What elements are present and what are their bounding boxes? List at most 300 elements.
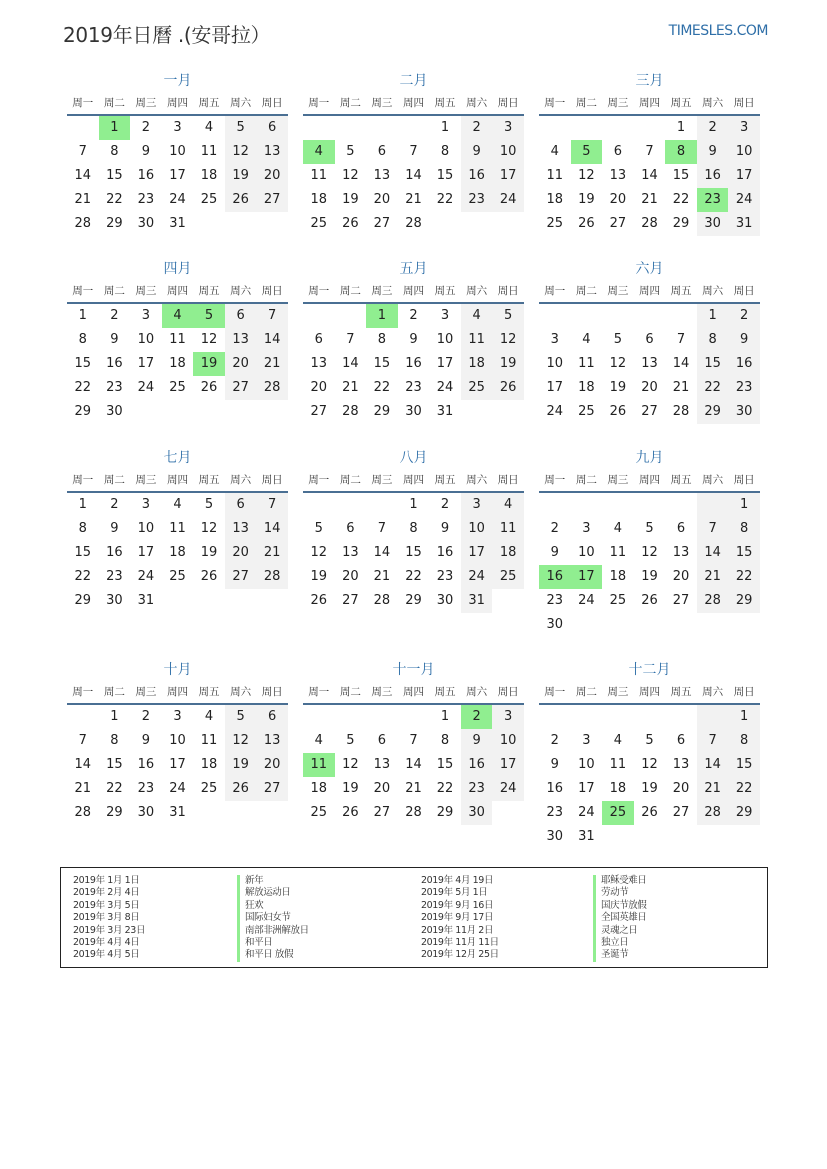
day-cell: 2 xyxy=(409,308,418,323)
weekday-label: 周日 xyxy=(733,474,755,486)
weekday-label: 周三 xyxy=(607,686,629,698)
day-cell: 30 xyxy=(106,404,123,419)
day-cell: 22 xyxy=(74,380,92,395)
day-cell: 18 xyxy=(609,569,627,584)
empty-cell xyxy=(634,613,666,637)
day-cell: 20 xyxy=(256,164,288,188)
weekday-label: 周三 xyxy=(607,474,629,486)
day-cell: 19 xyxy=(492,352,524,376)
day-cell: 12 xyxy=(342,757,359,772)
day-cell: 30 xyxy=(461,801,493,825)
day-cell: 9 xyxy=(440,521,450,536)
month-block xyxy=(539,659,760,849)
empty-cell xyxy=(193,212,225,236)
day-cell: 24 xyxy=(578,593,595,608)
day-cell: 3 xyxy=(141,497,151,512)
holiday-date: 2019年 5月 1日 xyxy=(421,887,488,899)
day-cell: 14 xyxy=(256,328,288,352)
weekday-label: 周五 xyxy=(198,97,220,109)
holiday-name: 国际妇女节 xyxy=(237,912,309,924)
empty-cell xyxy=(225,400,257,424)
empty-cell xyxy=(303,116,335,140)
holiday-day-cell: 4 xyxy=(162,304,194,328)
day-cell: 24 xyxy=(169,781,186,796)
weekday-label: 周日 xyxy=(261,474,283,486)
day-grid xyxy=(303,116,524,236)
weekday-label: 周一 xyxy=(308,474,330,486)
weekday-label: 周五 xyxy=(198,686,220,698)
day-cell: 6 xyxy=(613,144,623,159)
empty-cell xyxy=(67,705,99,729)
day-cell: 30 xyxy=(697,212,729,236)
weekday-label: 周六 xyxy=(230,686,252,698)
empty-cell xyxy=(571,116,603,140)
empty-cell xyxy=(492,801,524,825)
weekday-label: 周一 xyxy=(72,97,94,109)
day-cell: 11 xyxy=(546,168,564,183)
day-cell: 1 xyxy=(78,308,87,323)
day-cell: 28 xyxy=(641,216,658,231)
day-cell: 7 xyxy=(409,144,418,159)
weekday-label: 周五 xyxy=(670,97,692,109)
day-cell: 13 xyxy=(225,517,257,541)
day-cell: 10 xyxy=(436,332,454,347)
day-cell: 26 xyxy=(492,376,524,400)
day-cell: 24 xyxy=(137,380,155,395)
weekday-label: 周二 xyxy=(339,686,361,698)
day-cell: 16 xyxy=(137,168,155,183)
day-cell: 22 xyxy=(436,781,454,796)
day-cell: 14 xyxy=(373,545,391,560)
empty-cell xyxy=(571,493,603,517)
empty-cell xyxy=(256,400,288,424)
day-cell: 28 xyxy=(74,805,92,820)
day-cell: 28 xyxy=(697,801,729,825)
day-cell: 15 xyxy=(74,545,92,560)
weekday-label: 周四 xyxy=(402,97,424,109)
day-grid xyxy=(67,116,288,236)
weekday-label: 周一 xyxy=(72,686,94,698)
day-cell: 26 xyxy=(609,404,627,419)
weekday-label: 周五 xyxy=(434,97,456,109)
day-cell: 20 xyxy=(672,569,690,584)
empty-cell xyxy=(256,801,288,825)
day-cell: 7 xyxy=(697,729,729,753)
weekday-label: 周六 xyxy=(466,285,488,297)
day-cell: 18 xyxy=(609,781,627,796)
day-cell: 1 xyxy=(697,304,729,328)
empty-cell xyxy=(193,801,225,825)
month-block xyxy=(67,258,288,424)
site-brand[interactable]: TIMESLES.COM xyxy=(668,23,768,39)
day-cell: 29 xyxy=(405,593,422,608)
day-cell: 21 xyxy=(641,192,658,207)
day-cell: 9 xyxy=(461,140,493,164)
month-name: 十二月 xyxy=(628,662,671,678)
weekday-label: 周四 xyxy=(402,686,424,698)
day-cell: 2 xyxy=(141,120,151,135)
day-cell: 15 xyxy=(106,168,123,183)
day-cell: 26 xyxy=(342,805,359,820)
day-cell: 25 xyxy=(546,216,564,231)
empty-cell xyxy=(602,493,634,517)
day-cell: 19 xyxy=(342,781,359,796)
holiday-name: 独立日 xyxy=(593,937,647,949)
day-cell: 23 xyxy=(546,805,564,820)
holiday-list xyxy=(60,867,768,968)
day-cell: 17 xyxy=(436,356,454,371)
day-cell: 13 xyxy=(342,545,359,560)
day-cell: 25 xyxy=(169,380,186,395)
weekday-label: 周日 xyxy=(733,285,755,297)
weekday-label: 周六 xyxy=(230,285,252,297)
day-cell: 28 xyxy=(74,216,92,231)
weekday-label: 周五 xyxy=(670,474,692,486)
day-cell: 20 xyxy=(672,781,690,796)
weekday-label: 周三 xyxy=(371,285,393,297)
day-cell: 27 xyxy=(373,805,391,820)
day-cell: 2 xyxy=(728,304,760,328)
day-grid xyxy=(67,304,288,424)
day-cell: 4 xyxy=(314,733,323,748)
day-cell: 24 xyxy=(578,805,595,820)
weekday-label: 周六 xyxy=(702,285,724,297)
weekday-label: 周日 xyxy=(261,686,283,698)
day-cell: 17 xyxy=(546,380,564,395)
empty-cell xyxy=(602,705,634,729)
day-cell: 2 xyxy=(110,308,119,323)
month-block xyxy=(67,70,288,236)
weekday-label: 周四 xyxy=(402,285,424,297)
day-cell: 3 xyxy=(440,308,450,323)
weekday-label: 周日 xyxy=(733,97,755,109)
empty-cell xyxy=(539,493,571,517)
day-cell: 9 xyxy=(728,328,760,352)
day-cell: 6 xyxy=(645,332,654,347)
day-cell: 17 xyxy=(169,168,186,183)
empty-cell xyxy=(225,212,257,236)
day-cell: 30 xyxy=(546,829,564,844)
weekday-label: 周二 xyxy=(103,686,125,698)
month-name: 十月 xyxy=(163,662,192,678)
day-cell: 9 xyxy=(141,144,151,159)
weekday-label: 周四 xyxy=(166,474,188,486)
day-cell: 1 xyxy=(676,120,686,135)
month-block xyxy=(303,447,524,613)
day-cell: 21 xyxy=(74,192,92,207)
day-cell: 17 xyxy=(728,164,760,188)
day-cell: 25 xyxy=(492,565,524,589)
weekday-label: 周日 xyxy=(497,97,519,109)
month-block xyxy=(303,659,524,825)
month-name: 七月 xyxy=(163,450,192,466)
weekday-label: 周二 xyxy=(575,97,597,109)
day-cell: 2 xyxy=(110,497,119,512)
holiday-date: 2019年 4月 19日 xyxy=(421,875,494,886)
day-cell: 12 xyxy=(492,328,524,352)
day-cell: 19 xyxy=(200,545,218,560)
day-cell: 4 xyxy=(173,497,182,512)
holiday-name: 圣诞节 xyxy=(593,949,647,961)
holiday-day-cell: 5 xyxy=(571,140,603,164)
day-cell: 10 xyxy=(461,517,493,541)
day-cell: 13 xyxy=(256,140,288,164)
day-cell: 4 xyxy=(204,120,214,135)
month-name: 四月 xyxy=(163,261,192,277)
day-cell: 3 xyxy=(728,116,760,140)
weekday-label: 周二 xyxy=(575,474,597,486)
day-cell: 15 xyxy=(373,356,391,371)
day-cell: 23 xyxy=(461,777,493,801)
weekday-label: 周五 xyxy=(434,474,456,486)
day-cell: 21 xyxy=(74,781,92,796)
day-cell: 13 xyxy=(672,545,690,560)
holiday-date: 2019年 12月 25日 xyxy=(421,949,499,961)
day-cell: 9 xyxy=(697,140,729,164)
weekday-label: 周四 xyxy=(166,686,188,698)
day-cell: 12 xyxy=(310,545,328,560)
day-cell: 20 xyxy=(342,569,359,584)
day-cell: 28 xyxy=(405,216,422,231)
day-cell: 11 xyxy=(492,517,524,541)
day-cell: 15 xyxy=(405,545,422,560)
day-cell: 14 xyxy=(672,356,690,371)
day-cell: 11 xyxy=(200,144,218,159)
day-cell: 7 xyxy=(377,521,387,536)
day-cell: 2 xyxy=(550,521,559,536)
weekday-label: 周五 xyxy=(670,686,692,698)
day-cell: 17 xyxy=(137,545,155,560)
day-cell: 19 xyxy=(641,569,658,584)
day-cell: 8 xyxy=(110,144,119,159)
holiday-date: 2019年 9月 17日 xyxy=(421,912,494,924)
weekday-label: 周六 xyxy=(230,474,252,486)
holiday-day-cell: 4 xyxy=(303,140,335,164)
holiday-name: 解放运动日 xyxy=(237,887,309,899)
day-cell: 23 xyxy=(405,380,422,395)
day-cell: 21 xyxy=(697,565,729,589)
month-name: 一月 xyxy=(163,73,192,89)
holiday-name: 耶稣受难日 xyxy=(593,875,647,887)
day-cell: 1 xyxy=(110,709,119,724)
day-cell: 14 xyxy=(256,517,288,541)
holiday-name: 南部非洲解放日 xyxy=(237,925,309,937)
day-cell: 7 xyxy=(256,304,288,328)
day-cell: 6 xyxy=(225,493,257,517)
day-cell: 22 xyxy=(672,192,690,207)
day-cell: 23 xyxy=(137,781,155,796)
day-cell: 7 xyxy=(697,517,729,541)
weekday-label: 周一 xyxy=(308,686,330,698)
day-cell: 5 xyxy=(314,521,323,536)
empty-cell xyxy=(634,493,666,517)
holiday-day-cell: 5 xyxy=(193,304,225,328)
day-cell: 9 xyxy=(110,521,119,536)
day-cell: 22 xyxy=(106,192,123,207)
weekday-header xyxy=(303,92,524,116)
day-cell: 12 xyxy=(641,757,658,772)
day-cell: 3 xyxy=(461,493,493,517)
day-grid xyxy=(67,705,288,825)
day-cell: 27 xyxy=(256,777,288,801)
day-cell: 8 xyxy=(110,733,119,748)
empty-cell xyxy=(492,589,524,613)
day-cell: 23 xyxy=(106,380,123,395)
weekday-label: 周三 xyxy=(135,474,157,486)
empty-cell xyxy=(398,116,430,140)
day-cell: 16 xyxy=(461,164,493,188)
day-cell: 9 xyxy=(550,757,559,772)
day-cell: 6 xyxy=(676,733,686,748)
day-cell: 30 xyxy=(728,400,760,424)
day-cell: 5 xyxy=(346,144,355,159)
weekday-header xyxy=(67,92,288,116)
month-block xyxy=(539,447,760,637)
holiday-name: 和平日 放假 xyxy=(237,949,309,961)
day-cell: 11 xyxy=(578,356,595,371)
day-cell: 26 xyxy=(578,216,595,231)
day-cell: 20 xyxy=(641,380,658,395)
day-cell: 23 xyxy=(546,593,564,608)
holiday-name: 灵魂之日 xyxy=(593,925,647,937)
weekday-label: 周一 xyxy=(308,285,330,297)
month-name: 六月 xyxy=(635,261,664,277)
day-cell: 4 xyxy=(550,144,559,159)
month-name: 五月 xyxy=(399,261,428,277)
day-cell: 22 xyxy=(728,565,760,589)
holiday-day-cell: 17 xyxy=(571,565,603,589)
day-cell: 3 xyxy=(492,116,524,140)
day-cell: 8 xyxy=(697,328,729,352)
day-cell: 17 xyxy=(137,356,155,371)
month-name: 八月 xyxy=(399,450,428,466)
empty-cell xyxy=(634,705,666,729)
day-cell: 12 xyxy=(342,168,359,183)
month-block xyxy=(67,659,288,825)
empty-cell xyxy=(571,705,603,729)
day-cell: 31 xyxy=(436,404,454,419)
empty-cell xyxy=(697,825,729,849)
empty-cell xyxy=(225,801,257,825)
empty-cell xyxy=(665,493,697,517)
weekday-header xyxy=(539,92,760,116)
day-cell: 27 xyxy=(225,376,257,400)
empty-cell xyxy=(398,705,430,729)
weekday-label: 周日 xyxy=(497,474,519,486)
day-cell: 28 xyxy=(672,404,690,419)
day-cell: 7 xyxy=(645,144,654,159)
day-cell: 5 xyxy=(645,733,654,748)
day-cell: 21 xyxy=(405,192,422,207)
empty-cell xyxy=(602,825,634,849)
day-cell: 12 xyxy=(578,168,595,183)
day-cell: 7 xyxy=(256,493,288,517)
day-cell: 16 xyxy=(461,753,493,777)
day-cell: 16 xyxy=(405,356,422,371)
weekday-header xyxy=(67,280,288,304)
day-cell: 15 xyxy=(728,541,760,565)
empty-cell xyxy=(602,304,634,328)
day-cell: 19 xyxy=(225,753,257,777)
empty-cell xyxy=(602,116,634,140)
day-cell: 3 xyxy=(492,705,524,729)
day-cell: 1 xyxy=(728,493,760,517)
day-grid xyxy=(539,493,760,637)
day-cell: 26 xyxy=(641,593,658,608)
day-grid xyxy=(303,493,524,613)
day-cell: 30 xyxy=(546,617,564,632)
day-cell: 29 xyxy=(436,805,454,820)
day-cell: 19 xyxy=(225,164,257,188)
empty-cell xyxy=(539,304,571,328)
weekday-label: 周一 xyxy=(544,474,566,486)
day-cell: 23 xyxy=(436,569,454,584)
day-cell: 22 xyxy=(405,569,422,584)
day-cell: 4 xyxy=(204,709,214,724)
day-cell: 21 xyxy=(697,777,729,801)
day-cell: 3 xyxy=(550,332,559,347)
day-cell: 21 xyxy=(405,781,422,796)
day-cell: 24 xyxy=(169,192,186,207)
day-cell: 21 xyxy=(256,541,288,565)
day-cell: 5 xyxy=(613,332,623,347)
day-cell: 17 xyxy=(492,753,524,777)
weekday-label: 周一 xyxy=(544,686,566,698)
day-cell: 12 xyxy=(225,729,257,753)
day-cell: 4 xyxy=(582,332,591,347)
day-cell: 29 xyxy=(74,404,92,419)
weekday-label: 周一 xyxy=(544,97,566,109)
weekday-label: 周日 xyxy=(261,285,283,297)
day-cell: 16 xyxy=(728,352,760,376)
day-cell: 15 xyxy=(436,168,454,183)
day-cell: 16 xyxy=(546,781,564,796)
empty-cell xyxy=(697,613,729,637)
weekday-label: 周三 xyxy=(371,474,393,486)
day-cell: 1 xyxy=(728,705,760,729)
empty-cell xyxy=(461,400,493,424)
day-cell: 14 xyxy=(342,356,359,371)
weekday-label: 周三 xyxy=(135,97,157,109)
day-cell: 27 xyxy=(310,404,328,419)
weekday-header xyxy=(539,681,760,705)
weekday-label: 周三 xyxy=(607,285,629,297)
day-cell: 20 xyxy=(373,192,391,207)
day-cell: 1 xyxy=(78,497,87,512)
day-cell: 21 xyxy=(373,569,391,584)
day-cell: 28 xyxy=(342,404,359,419)
empty-cell xyxy=(492,212,524,236)
holiday-name: 和平日 xyxy=(237,937,309,949)
empty-cell xyxy=(225,589,257,613)
day-cell: 29 xyxy=(74,593,92,608)
day-cell: 24 xyxy=(492,188,524,212)
day-cell: 23 xyxy=(106,569,123,584)
day-cell: 2 xyxy=(697,116,729,140)
day-cell: 19 xyxy=(578,192,595,207)
weekday-header xyxy=(303,469,524,493)
day-cell: 25 xyxy=(169,569,186,584)
day-cell: 18 xyxy=(310,781,328,796)
holiday-date: 2019年 11月 2日 xyxy=(421,924,494,936)
day-cell: 7 xyxy=(409,733,418,748)
day-cell: 5 xyxy=(225,705,257,729)
weekday-label: 周三 xyxy=(371,686,393,698)
day-cell: 6 xyxy=(225,304,257,328)
empty-cell xyxy=(256,589,288,613)
day-cell: 22 xyxy=(436,192,454,207)
day-cell: 18 xyxy=(200,757,218,772)
